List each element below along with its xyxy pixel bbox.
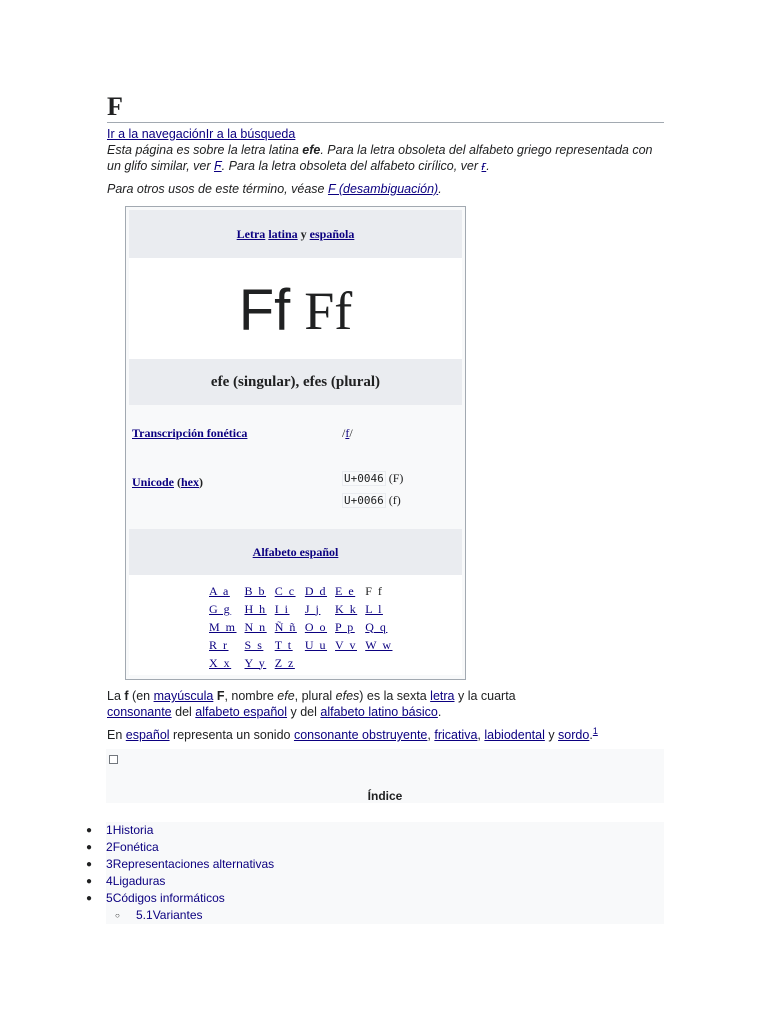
alphabet-cell	[272, 636, 302, 654]
unicode-code-upper: U+0046	[344, 472, 384, 485]
alphabet-cell	[272, 600, 302, 618]
letter-link[interactable]: R r	[209, 637, 229, 652]
letter-link[interactable]: C c	[274, 583, 296, 598]
alphabet-cell	[362, 582, 397, 600]
sordo-link[interactable]: sordo	[558, 728, 590, 742]
alphabet-cell	[242, 636, 272, 654]
toc-number: 2	[106, 840, 113, 854]
unicode-label-text: (	[174, 475, 181, 489]
unicode-code-lower: U+0066	[344, 494, 384, 507]
letter-link[interactable]: Y y	[244, 655, 267, 670]
toc-label: Ligaduras	[112, 874, 166, 888]
current-letter: F f	[365, 583, 384, 598]
alphabet-cell	[332, 618, 362, 636]
transcription-text: /	[349, 426, 353, 440]
para-text: (en	[128, 689, 154, 703]
toc-title: Índice	[367, 789, 403, 803]
toc-link[interactable]	[106, 891, 225, 905]
letter-link[interactable]: D d	[304, 583, 328, 598]
toc-number: 5.1	[136, 908, 153, 922]
infobox-header	[129, 210, 462, 258]
para-text: del	[171, 705, 196, 719]
ghayn-link[interactable]: ғ	[481, 159, 487, 173]
letter-link[interactable]: S s	[244, 637, 264, 652]
unicode-label-text: )	[199, 475, 203, 489]
para-text: ,	[477, 728, 485, 742]
alphabet-cell	[206, 600, 242, 618]
alphabet-cell	[302, 600, 332, 618]
toc-subitem	[106, 907, 664, 924]
toc-item	[86, 873, 664, 890]
bullet-icon: ●	[86, 859, 93, 870]
letter-link[interactable]: P p	[335, 619, 355, 634]
alphabet-cell	[206, 654, 242, 672]
hatnote-text: . Para la letra obsoleta del alfabeto cirílico, ver	[221, 159, 482, 173]
alphabet-header	[129, 529, 462, 575]
alphabet-cell	[242, 618, 272, 636]
para-text: En	[107, 728, 126, 742]
letter-link[interactable]: A a	[209, 583, 230, 598]
phonetics-paragraph	[107, 727, 664, 743]
glyph-sans: Ff	[238, 278, 291, 343]
alphabet-row	[206, 582, 397, 600]
unicode-label	[132, 475, 203, 490]
letter-link[interactable]: Z z	[274, 655, 295, 670]
toc-label: Representaciones alternativas	[112, 857, 275, 871]
alphabet-cell	[272, 582, 302, 600]
alphabet-cell	[242, 654, 272, 672]
para-text: .	[437, 705, 442, 719]
alphabet-cell	[332, 636, 362, 654]
alfabeto-espanol-link[interactable]: Alfabeto español	[252, 544, 339, 559]
alphabet-cell	[302, 582, 332, 600]
glyph-serif: Ff	[304, 280, 353, 341]
letter-link[interactable]: T t	[274, 637, 293, 652]
alfabeto-espanol-link-2[interactable]: alfabeto español	[195, 705, 288, 719]
letter-link[interactable]: V v	[335, 637, 357, 652]
hatnote-bold: efe	[302, 143, 321, 157]
alphabet-cell	[362, 600, 397, 618]
letra-link[interactable]: Letra	[236, 226, 266, 241]
alphabet-cell	[272, 654, 302, 672]
para-text: .	[589, 728, 593, 742]
alphabet-cell	[362, 618, 397, 636]
consonante-obstruyente-link[interactable]: consonante obstruyente	[293, 728, 428, 742]
transcription-value	[342, 426, 353, 441]
para-text: representa un sonido	[169, 728, 294, 742]
unicode-char-upper: (F)	[385, 471, 404, 485]
para-italic: efes	[335, 689, 360, 703]
alphabet-row	[206, 636, 397, 654]
toc-header	[106, 749, 664, 803]
letter-link[interactable]: I i	[274, 601, 290, 616]
alphabet-cell	[242, 582, 272, 600]
toc-label: Códigos informáticos	[112, 891, 225, 905]
alphabet-row	[206, 600, 397, 618]
intro-paragraph	[107, 688, 664, 720]
letter-link[interactable]: G g	[209, 601, 232, 616]
para-text: y la cuarta	[454, 689, 516, 703]
page-title: F	[107, 92, 664, 123]
toc-number: 3	[106, 857, 113, 871]
toc-number: 5	[106, 891, 113, 905]
espanol-link[interactable]: español	[125, 728, 170, 742]
infobox-header-text: y	[297, 226, 310, 241]
toc-item	[86, 822, 664, 839]
letter-link[interactable]: W w	[365, 637, 393, 652]
letter-link[interactable]: B b	[244, 583, 267, 598]
infobox	[125, 206, 466, 680]
letra-link-2[interactable]: letra	[430, 689, 455, 703]
phoneme-f-link[interactable]: f	[345, 426, 350, 440]
letter-link[interactable]: X x	[209, 655, 232, 670]
skip-navigation-link[interactable]: Ir a la navegación	[107, 127, 206, 141]
latina-link[interactable]: latina	[268, 226, 298, 241]
alfabeto-latino-basico-link[interactable]: alfabeto latino básico	[320, 705, 438, 719]
toc-link[interactable]	[106, 823, 153, 837]
hex-link[interactable]: hex	[181, 475, 199, 489]
skip-search-link[interactable]: Ir a la búsqueda	[205, 127, 296, 141]
skip-links	[107, 127, 664, 142]
toc-item	[86, 856, 664, 873]
alphabet-cell	[302, 618, 332, 636]
alphabet-cell	[332, 600, 362, 618]
fricativa-link[interactable]: fricativa	[434, 728, 478, 742]
toc-number: 1	[106, 823, 113, 837]
transcription-text: /	[342, 426, 346, 440]
letter-link[interactable]: U u	[304, 637, 328, 652]
letter-name: efe (singular), efes (plural)	[129, 359, 462, 405]
para-text: La	[107, 689, 125, 703]
toc-number: 4	[106, 874, 113, 888]
unicode-link[interactable]: Unicode	[132, 475, 174, 489]
alphabet-cell	[332, 582, 362, 600]
disambiguation-link[interactable]: F (desambiguación)	[327, 182, 439, 196]
article-header	[107, 92, 664, 197]
letter-glyph	[129, 258, 462, 363]
para-bold: f	[124, 689, 129, 703]
toc-label: Variantes	[152, 908, 203, 922]
toc-list	[86, 822, 664, 924]
letter-link[interactable]: H h	[244, 601, 267, 616]
unicode-upper	[342, 471, 403, 486]
para-italic: efe	[277, 689, 295, 703]
para-text: ,	[427, 728, 435, 742]
alphabet-grid	[129, 575, 462, 675]
letter-link[interactable]: O o	[304, 619, 328, 634]
transcripcion-link[interactable]: Transcripción fonética	[132, 426, 248, 440]
hatnote-text: .	[486, 159, 490, 173]
alphabet-row	[206, 618, 397, 636]
alphabet-cell	[206, 582, 242, 600]
toc-label: Historia	[112, 823, 154, 837]
alphabet-cell	[206, 618, 242, 636]
espanola-link[interactable]: española	[309, 226, 355, 241]
labiodental-link[interactable]: labiodental	[484, 728, 545, 742]
unicode-lower	[342, 493, 401, 508]
disambiguation-note	[107, 181, 664, 197]
reference-1-link[interactable]: 1	[592, 725, 598, 736]
letter-link[interactable]: E e	[335, 583, 356, 598]
toc-label: Fonética	[112, 840, 159, 854]
letter-link[interactable]: J j	[304, 601, 321, 616]
bullet-icon: ●	[86, 842, 93, 853]
para-text: , nombre	[224, 689, 278, 703]
consonante-link[interactable]: consonante	[107, 705, 172, 719]
letter-link[interactable]: K k	[335, 601, 358, 616]
alphabet-cell	[242, 600, 272, 618]
transcription-label	[132, 426, 247, 441]
hatnote	[107, 142, 664, 174]
toc-item	[86, 839, 664, 856]
alphabet-table	[206, 582, 397, 672]
toc-toggle-checkbox[interactable]	[109, 755, 118, 764]
toc-sublink[interactable]	[136, 908, 203, 922]
toc-item	[86, 890, 664, 907]
letter-link[interactable]: L l	[365, 601, 383, 616]
toc-link[interactable]	[106, 857, 274, 871]
hatnote-text: Esta página es sobre la letra latina	[107, 143, 303, 157]
disambiguation-text: Para otros usos de este término, véase	[107, 182, 328, 196]
alphabet-cell	[302, 636, 332, 654]
para-bold: F	[216, 689, 225, 703]
letter-link[interactable]: M m	[209, 619, 237, 634]
bullet-icon: ●	[86, 876, 93, 887]
disambiguation-text: .	[438, 182, 442, 196]
letter-link[interactable]: Q q	[365, 619, 388, 634]
toc-link[interactable]	[106, 874, 165, 888]
alphabet-cell	[272, 618, 302, 636]
para-text: y del	[287, 705, 321, 719]
toc-link[interactable]	[106, 840, 159, 854]
hatnote-text: . Para la letra obsoleta del alfabeto griego representada con un glifo similar, ver	[107, 143, 653, 173]
infobox-rows	[129, 405, 462, 527]
digamma-link[interactable]: Ϝ	[213, 159, 222, 173]
unicode-char-lower: (f)	[385, 493, 401, 507]
circle-bullet-icon: ○	[115, 911, 120, 920]
alphabet-cell	[206, 636, 242, 654]
mayuscula-link[interactable]: mayúscula	[153, 689, 214, 703]
alphabet-cell	[362, 636, 397, 654]
para-text: ) es la sexta	[359, 689, 431, 703]
bullet-icon: ●	[86, 893, 93, 904]
bullet-icon: ●	[86, 825, 93, 836]
letter-link[interactable]: Ñ ñ	[274, 619, 297, 634]
alphabet-row	[206, 654, 397, 672]
letter-link[interactable]: N n	[244, 619, 267, 634]
para-text: , plural	[294, 689, 336, 703]
para-text: y	[544, 728, 559, 742]
